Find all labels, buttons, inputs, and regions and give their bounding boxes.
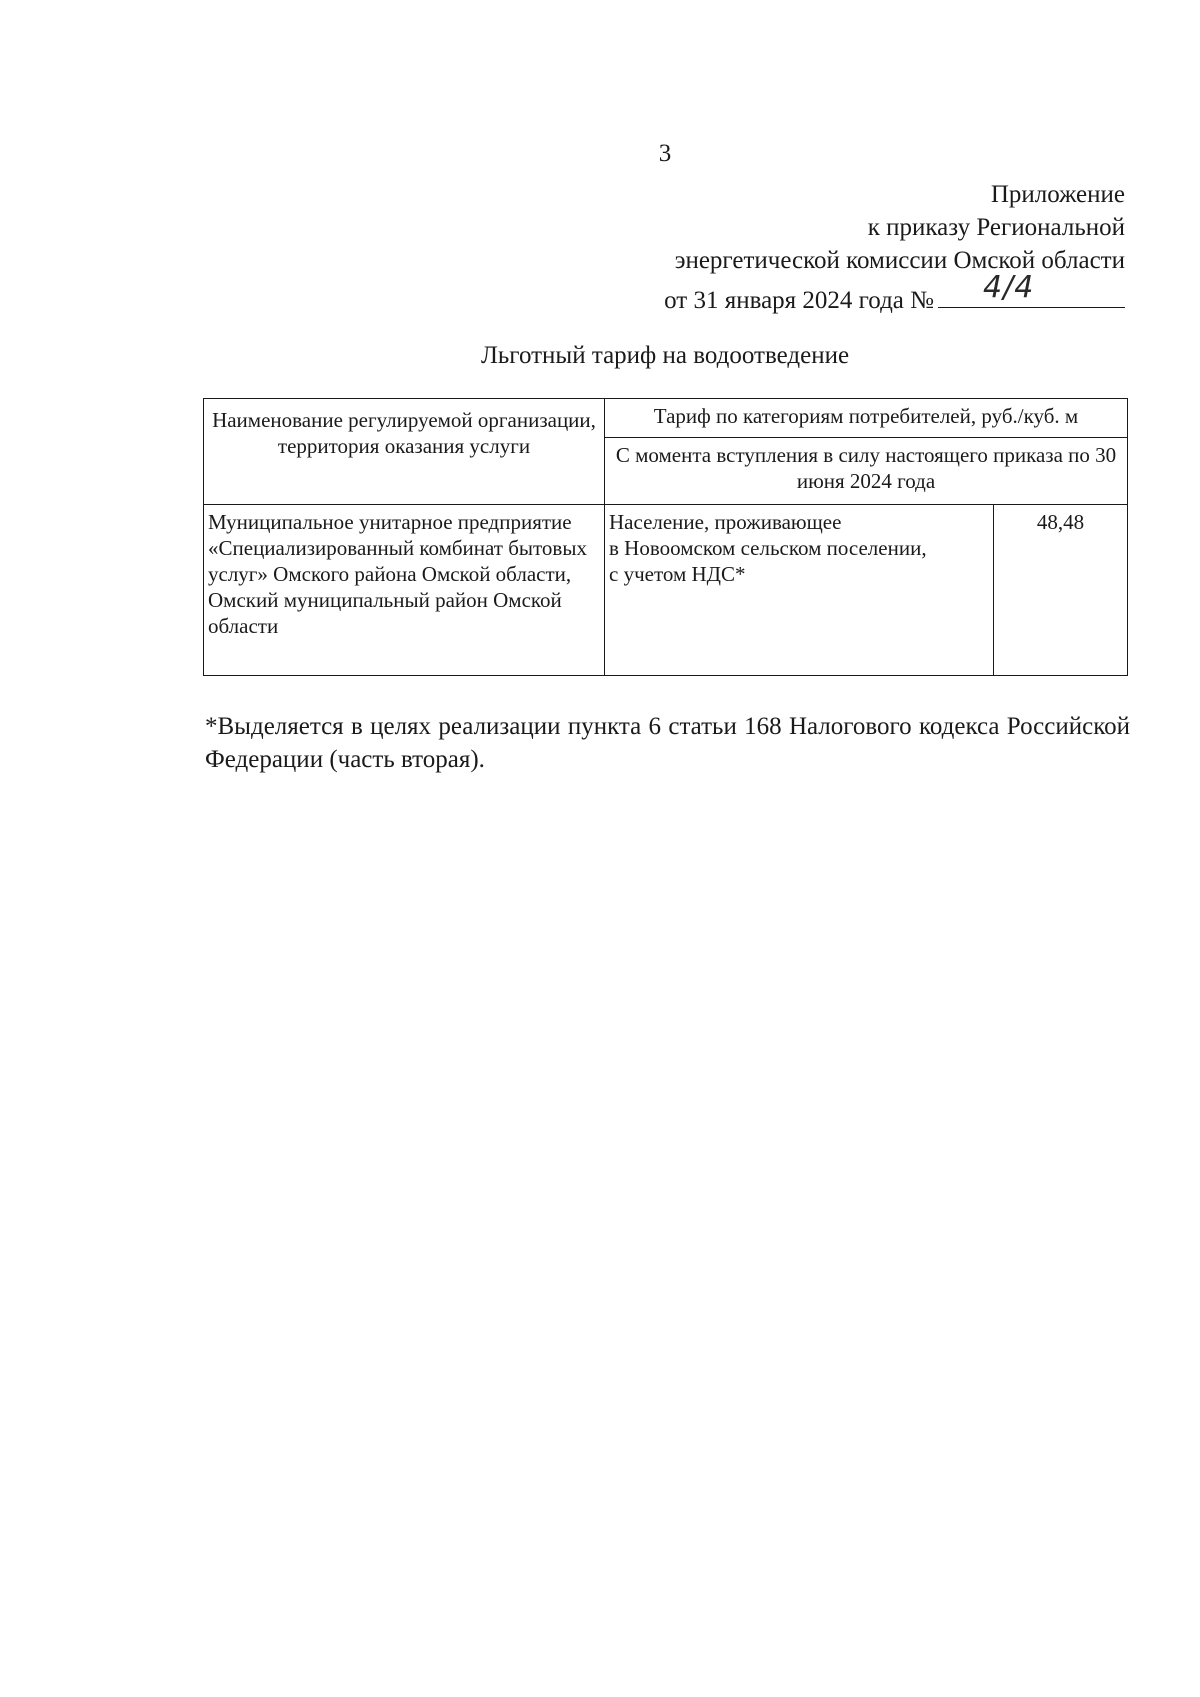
consumer-line: с учетом НДС* [609,562,746,586]
document-title: Льготный тариф на водоотведение [480,342,850,369]
header-organization: Наименование регулируемой организации, территория оказания услуги [204,399,605,505]
order-number-field [938,270,1125,308]
appendix-label: Приложение [990,181,1125,208]
consumer-category-cell [605,505,994,676]
header-tariff: Тариф по категориям потребителей, руб./куб. м [605,399,1128,438]
table-row [204,505,1128,676]
tariff-table [203,398,1128,676]
page-number: 3 [658,140,672,167]
header-period: С момента вступления в силу настоящего приказа по 30 июня 2024 года [605,438,1128,505]
appendix-header [664,178,1125,317]
tariff-value-cell: 48,48 [994,505,1128,676]
consumer-line: Население, проживающее [609,510,842,534]
table-header-row [204,399,1128,438]
appendix-order-date-line [664,270,1125,317]
order-number-handwritten: 4/4 [983,270,1035,305]
appendix-commission: энергетической комиссии Омской области [674,247,1125,274]
footnote: *Выделяется в целях реализации пункта 6 статьи 168 Налогового кодекса Российской Федерации (часть вторая). [205,713,1130,773]
consumer-line: в Новоомском сельском поселении, [609,536,927,560]
appendix-order-date: от 31 января 2024 года № [664,287,934,314]
appendix-order-ref: к приказу Региональной [867,214,1125,241]
organization-cell: Муниципальное унитарное предприятие «Специализированный комбинат бытовых услуг» Омского района Омской области, Омский муниципальный район Омской области [204,505,605,676]
